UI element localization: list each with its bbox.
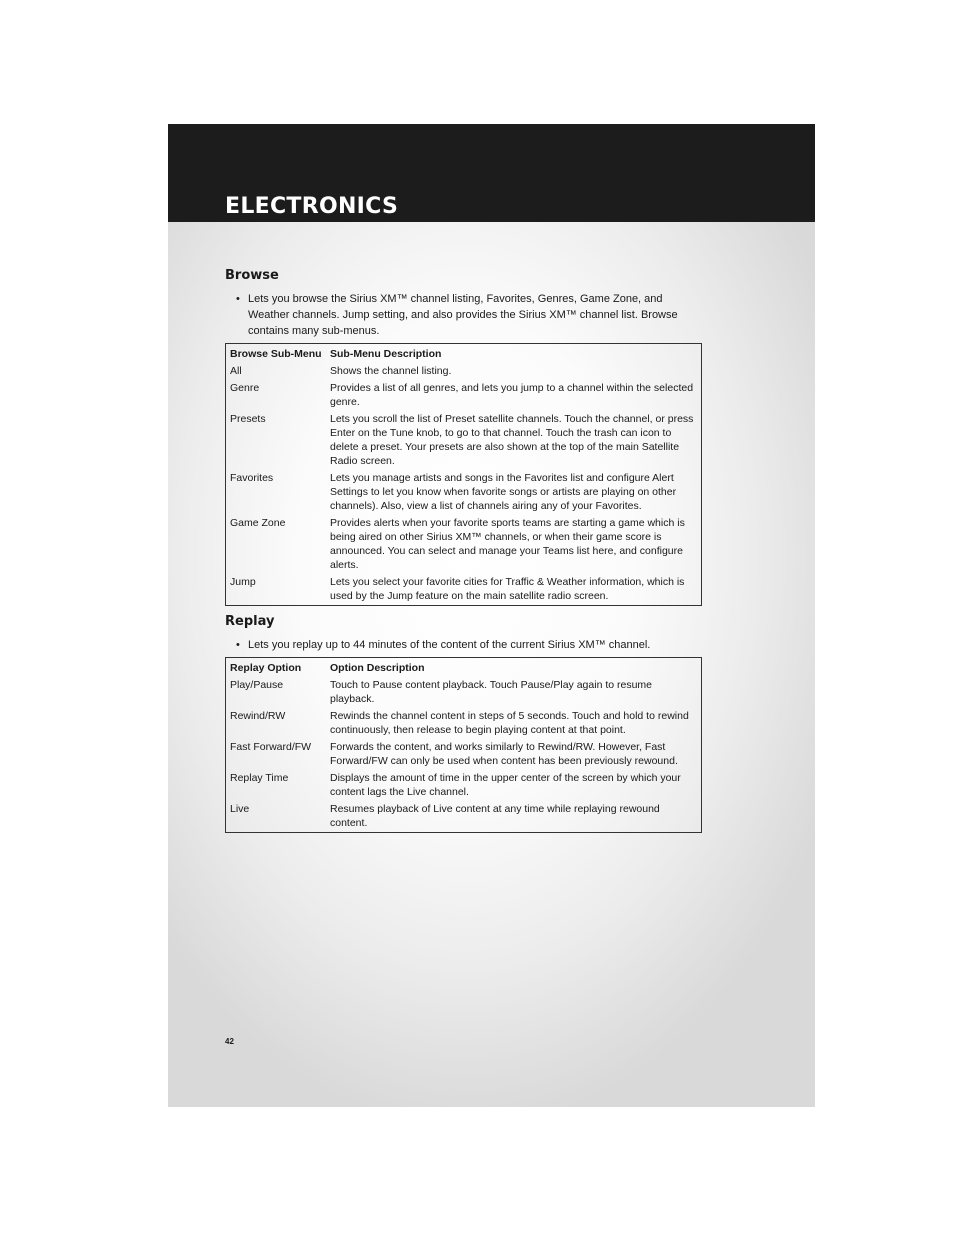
table-row (226, 799, 702, 833)
table-cell-desc: Lets you select your favorite cities for Traffic & Weather information, which is used by the Jump feature on the main satellite radio screen. (330, 576, 685, 602)
table-cell-name: All (230, 365, 242, 377)
section-header (168, 124, 815, 222)
table-row (226, 409, 702, 468)
table-row (226, 675, 702, 706)
table-cell-name: Live (230, 803, 250, 815)
replay-bullet-text: Lets you replay up to 44 minutes of the content of the current Sirius XM™ channel. (248, 639, 651, 651)
table-cell-name: Presets (230, 413, 266, 425)
table-cell-desc: Shows the channel listing. (330, 365, 452, 377)
table-cell-desc: Forwards the content, and works similarly to Rewind/RW. However, Fast Forward/FW can only be used when content has been previously rewound. (330, 741, 678, 767)
table-row (226, 572, 702, 606)
bullet-icon: • (236, 639, 240, 651)
table-cell-desc: Provides a list of all genres, and lets you jump to a channel within the selected genre. (330, 382, 694, 408)
manual-page (168, 124, 815, 1107)
table-header-cell: Replay Option (230, 662, 302, 674)
replay-table (225, 657, 702, 833)
table-row (226, 378, 702, 409)
table-row (226, 361, 702, 378)
table-cell-desc: Rewinds the channel content in steps of 5 seconds. Touch and hold to rewind continuously, then release to begin playing content at that point. (330, 710, 689, 736)
table-header-cell: Browse Sub-Menu (230, 348, 322, 360)
table-header-row (226, 344, 702, 362)
table-row (226, 468, 702, 513)
table-cell-name: Fast Forward/FW (230, 741, 312, 753)
table-header-row (226, 658, 702, 676)
table-cell-name: Genre (230, 382, 260, 394)
table-row (226, 768, 702, 799)
table-cell-desc: Lets you manage artists and songs in the Favorites list and configure Alert Settings to let you know when favorite songs or artists are playing on other channels). Also, view a list of channels airing any of your Favorites. (330, 472, 677, 512)
browse-bullet (225, 291, 702, 339)
table-cell-name: Play/Pause (230, 679, 284, 691)
table-row (226, 737, 702, 768)
table-cell-name: Rewind/RW (230, 710, 286, 722)
page-content (225, 268, 702, 833)
table-row (226, 513, 702, 572)
table-cell-name: Jump (230, 576, 256, 588)
browse-heading: Browse (225, 268, 279, 283)
section-title: ELECTRONICS (225, 194, 399, 219)
table-header-cell: Option Description (330, 662, 425, 674)
table-header-cell: Sub-Menu Description (330, 348, 442, 360)
replay-heading: Replay (225, 614, 275, 629)
table-cell-desc: Provides alerts when your favorite sports teams are starting a game which is being aired on other Sirius XM™ channels, or when their game score is announced. You can select and manage your Teams list here, and configure alerts. (330, 517, 685, 571)
table-row (226, 706, 702, 737)
table-cell-name: Game Zone (230, 517, 286, 529)
table-cell-desc: Resumes playback of Live content at any time while replaying rewound content. (330, 803, 660, 829)
table-cell-name: Favorites (230, 472, 274, 484)
table-cell-name: Replay Time (230, 772, 289, 784)
replay-bullet (225, 637, 702, 653)
table-cell-desc: Lets you scroll the list of Preset satellite channels. Touch the channel, or press Enter on the Tune knob, to go to that channel. Touch the trash can icon to delete a preset. Your presets are also shown at the top of the main Satellite Radio screen. (330, 413, 694, 467)
table-cell-desc: Touch to Pause content playback. Touch Pause/Play again to resume playback. (330, 679, 653, 705)
table-cell-desc: Displays the amount of time in the upper center of the screen by which your content lags the Live channel. (330, 772, 681, 798)
bullet-icon: • (236, 293, 240, 305)
page-number: 42 (225, 1037, 234, 1046)
browse-table (225, 343, 702, 606)
browse-bullet-text: Lets you browse the Sirius XM™ channel listing, Favorites, Genres, Game Zone, and Weather channels. Jump setting, and also provides the Sirius XM™ channel list. Browse contains many sub-menus. (248, 293, 678, 337)
